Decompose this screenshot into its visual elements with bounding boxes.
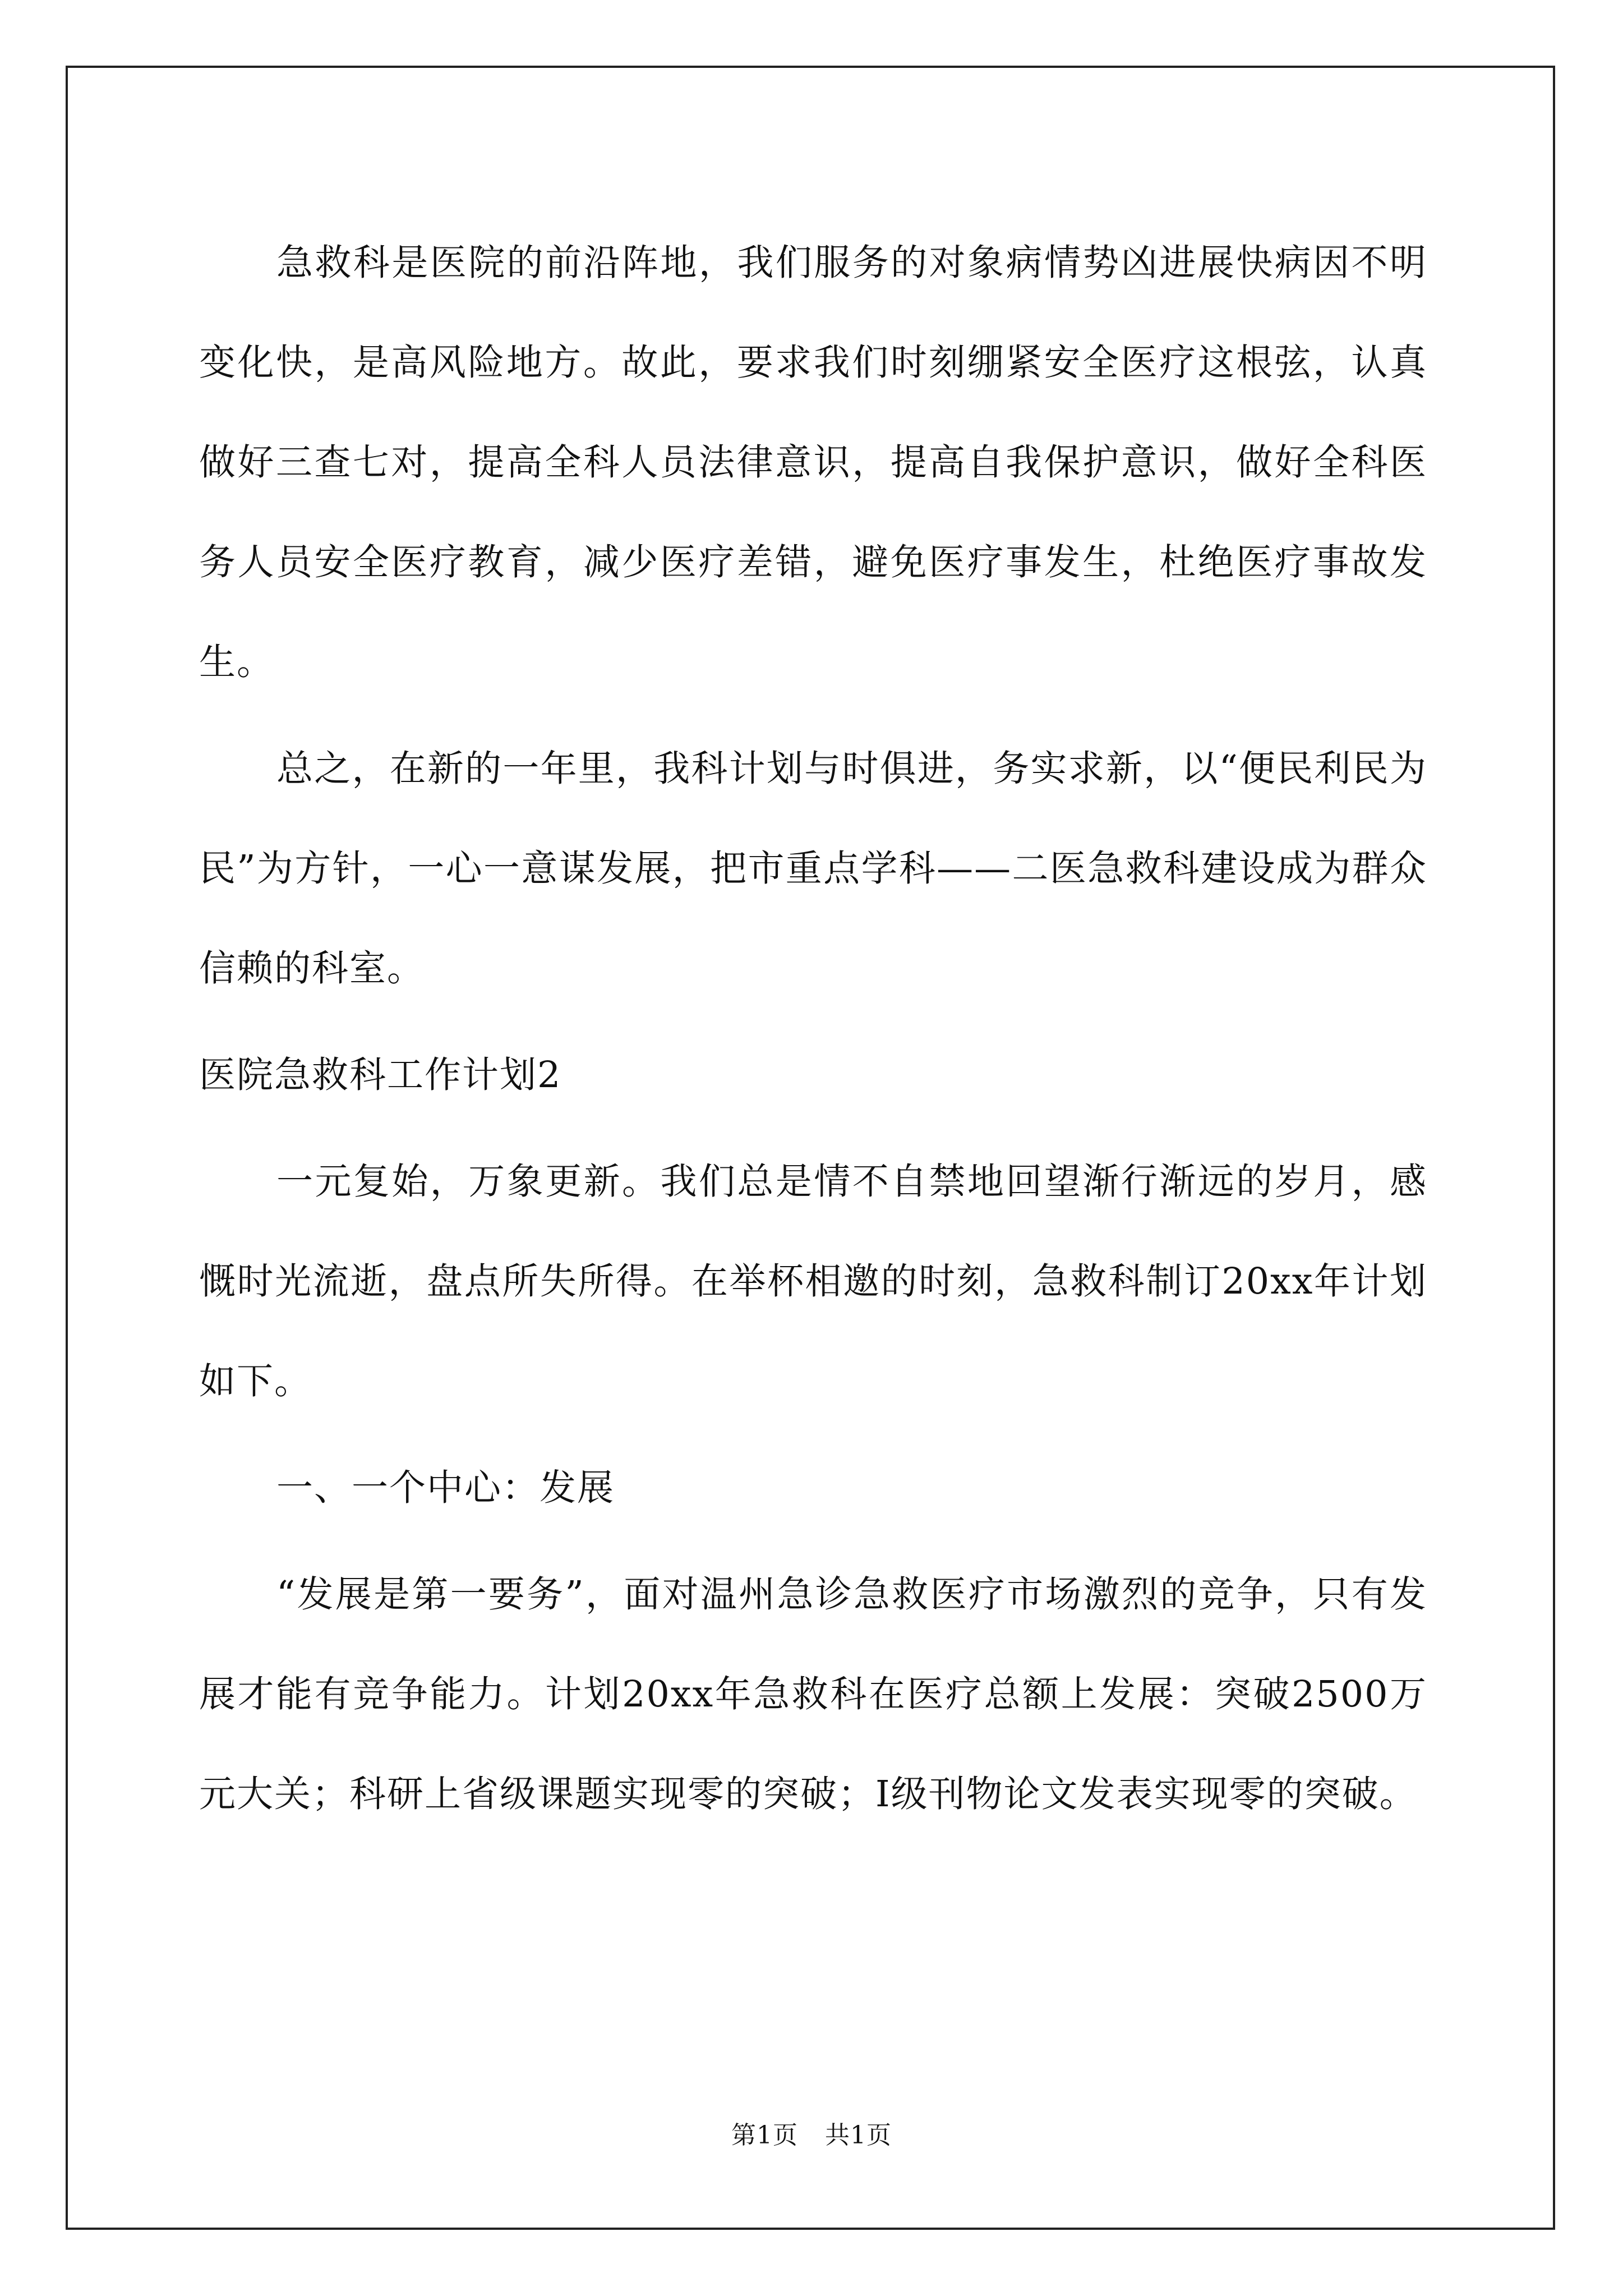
- paragraph-emergency-frontline: 急救科是医院的前沿阵地，我们服务的对象病情势凶进展快病因不明变化快，是高风险地方。故此，要求我们时刻绷紧安全医疗这根弦，认真做好三查七对，提高全科人员法律意识，提高自我保护意识，做好全科医务人员安全医疗教育，减少医疗差错，避免医疗事发生，杜绝医疗事故发生。: [199, 242, 1427, 683]
- document-body: [199, 213, 1427, 1844]
- paragraph-development: “发展是第一要务”，面对温州急诊急救医疗市场激烈的竞争，只有发展才能有竞争能力。计划20xx年急救科在医疗总额上发展：突破2500万元大关；科研上省级课题实现零的突破；Ⅰ级刊物论文发表实现零的突破。: [199, 1573, 1427, 1815]
- paragraph-new-year: 一元复始，万象更新。我们总是情不自禁地回望渐行渐远的岁月，感慨时光流逝，盘点所失所得。在举杯相邀的时刻，急救科制订20xx年计划如下。: [199, 1161, 1427, 1402]
- page-number: 第1页: [731, 2121, 798, 2150]
- page-total: 共1页: [825, 2121, 892, 2150]
- section-heading: 医院急救科工作计划2: [199, 1054, 562, 1096]
- page-footer: [0, 2115, 1623, 2151]
- paragraph-summary: 总之，在新的一年里，我科计划与时俱进，务实求新，以“便民利民为民”为方针，一心一意谋发展，把市重点学科——二医急救科建设成为群众信赖的科室。: [199, 748, 1427, 990]
- paragraph-one-center: 一、一个中心：发展: [276, 1467, 615, 1509]
